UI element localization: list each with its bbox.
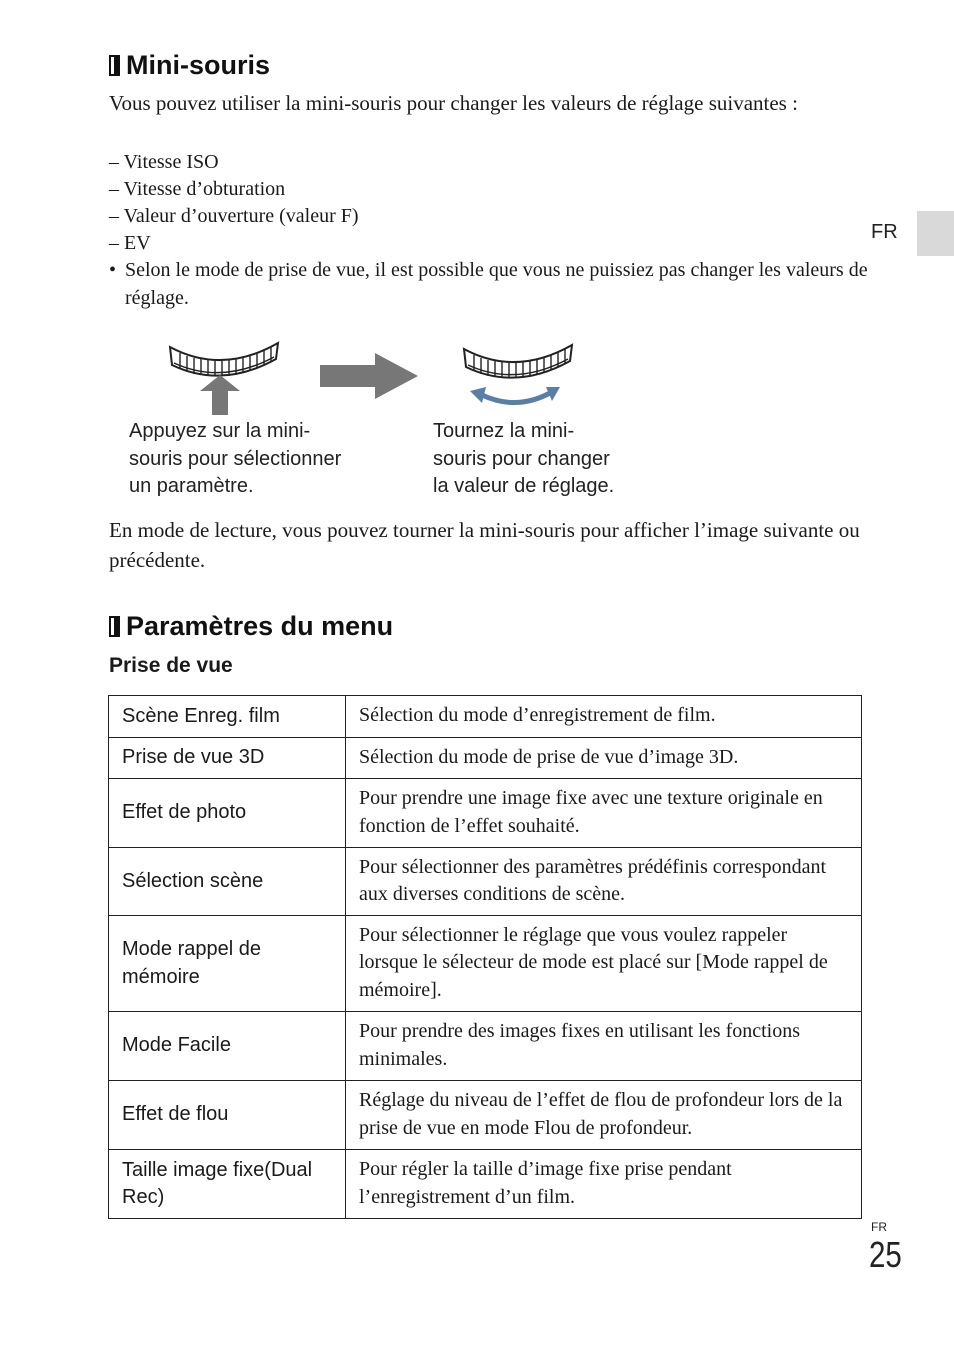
page-number: 25 — [869, 1234, 902, 1275]
side-language-label: FR — [871, 221, 898, 243]
menu-item-description: Pour prendre des images fixes en utilisant les fonctions minimales. — [346, 1012, 862, 1081]
table-row — [109, 1081, 862, 1150]
menu-item-name: Mode rappel de mémoire — [109, 916, 346, 1012]
section-title-mini-souris — [109, 52, 270, 79]
section-title-text: Mini-souris — [126, 50, 271, 80]
settings-list — [109, 149, 359, 257]
table-row — [109, 738, 862, 779]
section-title-text: Paramètres du menu — [126, 611, 394, 641]
menu-item-description: Pour sélectionner des paramètres prédéfinis correspondant aux diverses conditions de scène. — [346, 848, 862, 916]
list-item: – Vitesse ISO — [109, 151, 219, 173]
bullet-glyph: • — [109, 259, 117, 281]
list-item: – Valeur d’ouverture (valeur F) — [109, 205, 359, 227]
section-marker-icon — [109, 55, 120, 76]
note — [109, 257, 869, 312]
menu-item-description: Pour prendre une image fixe avec une texture originale en fonction de l’effet souhaité. — [346, 779, 862, 848]
footer-language-label: FR — [871, 1220, 887, 1234]
menu-item-name: Scène Enreg. film — [109, 696, 346, 738]
menu-item-description: Pour régler la taille d’image fixe prise pendant l’enregistrement d’un film. — [346, 1150, 862, 1219]
menu-item-name: Taille image fixe(Dual Rec) — [109, 1150, 346, 1219]
list-item: – Vitesse d’obturation — [109, 178, 286, 200]
menu-item-description: Sélection du mode d’enregistrement de film. — [346, 696, 862, 738]
mini-mouse-illustration — [160, 335, 590, 420]
menu-item-name: Effet de photo — [109, 779, 346, 848]
table-row — [109, 1150, 862, 1219]
intro-text: Vous pouvez utiliser la mini-souris pour changer les valeurs de réglage suivantes : — [109, 91, 798, 115]
table-row — [109, 916, 862, 1012]
menu-table — [108, 695, 862, 1219]
playback-text: En mode de lecture, vous pouvez tourner la mini-souris pour afficher l’image suivante ou précédente. — [109, 518, 860, 572]
menu-item-name: Mode Facile — [109, 1012, 346, 1081]
menu-item-name: Effet de flou — [109, 1081, 346, 1150]
subsection-title: Prise de vue — [109, 654, 233, 677]
caption-press: Appuyez sur la mini- souris pour sélectionner un paramètre. — [129, 420, 342, 497]
menu-item-description: Pour sélectionner le réglage que vous voulez rappeler lorsque le sélecteur de mode est placé sur [Mode rappel de mémoire]. — [346, 916, 862, 1012]
menu-item-description: Sélection du mode de prise de vue d’image 3D. — [346, 738, 862, 779]
menu-item-name: Sélection scène — [109, 848, 346, 916]
note-text: Selon le mode de prise de vue, il est possible que vous ne puissiez pas changer les valeurs de réglage. — [125, 259, 868, 309]
table-row — [109, 696, 862, 738]
dial-turn-icon — [464, 345, 572, 403]
right-arrow-icon — [320, 353, 418, 399]
section-title-menu — [109, 613, 393, 640]
table-row — [109, 779, 862, 848]
table-row — [109, 848, 862, 916]
section-marker-icon — [109, 616, 120, 637]
table-row — [109, 1012, 862, 1081]
list-item: – EV — [109, 232, 151, 254]
dial-press-icon — [170, 343, 278, 415]
menu-item-description: Réglage du niveau de l’effet de flou de profondeur lors de la prise de vue en mode Flou de profondeur. — [346, 1081, 862, 1150]
menu-item-name: Prise de vue 3D — [109, 738, 346, 779]
caption-turn: Tournez la mini- souris pour changer la valeur de réglage. — [433, 420, 615, 497]
language-tab — [917, 211, 954, 256]
